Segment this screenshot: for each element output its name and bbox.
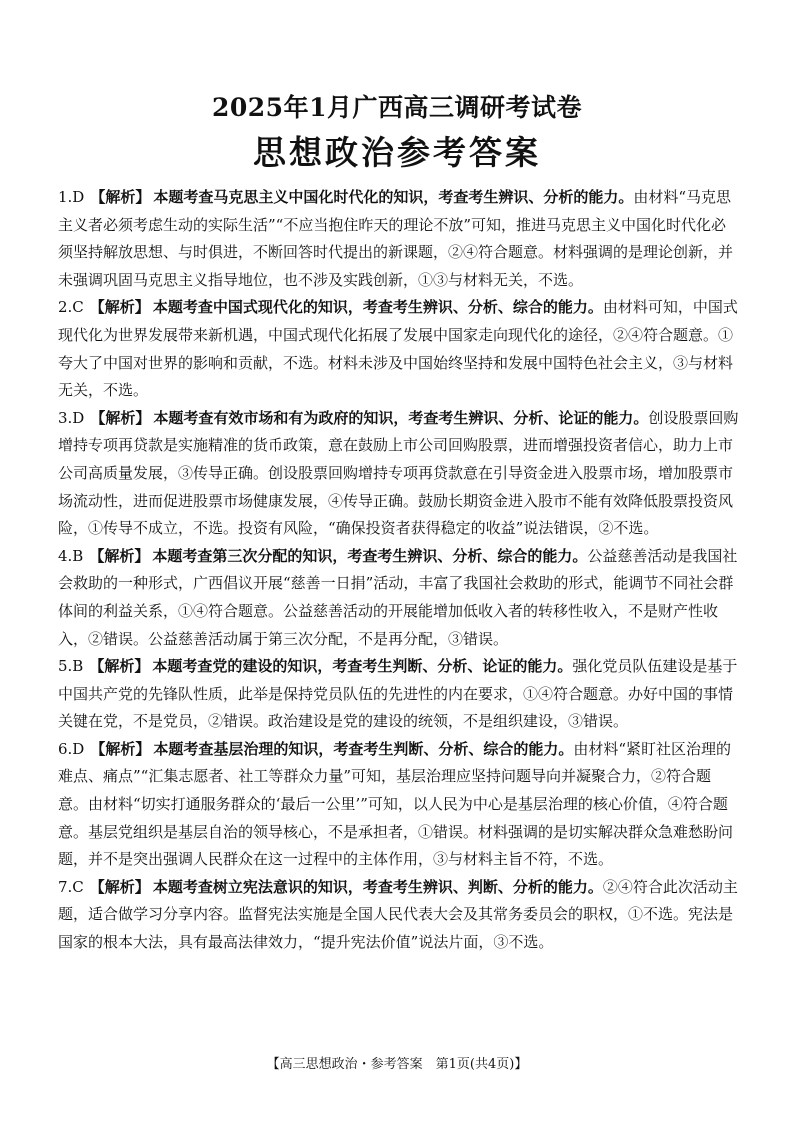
answer-item-1 xyxy=(58,184,740,294)
analysis-tag: 【解析】 xyxy=(89,298,150,317)
answer-number: 3.D xyxy=(58,408,85,427)
answer-lead: 本题考查第三次分配的知识，考查考生辨识、分析、综合的能力。 xyxy=(152,546,588,565)
answer-key-title: 思想政治参考答案 xyxy=(253,133,541,172)
answer-body: 公益慈善活动是我国社会救助的一种形式，广西倡议开展“慈善一日捐”活动，丰富了我国社会救助的形式，能调节不同社会群体间的利益关系，①④符合题意。公益慈善活动的开展能增加低收入者的转移性收入，不是财产性收入，②错误。公益慈善活动属于第三次分配，不是再分配，③错误。 xyxy=(58,546,738,648)
answer-lead: 本题考查中国式现代化的知识，考查考生辨识、分析、综合的能力。 xyxy=(152,298,603,317)
answer-number: 7.C xyxy=(58,877,84,896)
answer-body: 由材料可知，中国式现代化为世界发展带来新机遇，中国式现代化拓展了发展中国家走向现代化的途径，②④符合题意。①夸大了中国对世界的影响和贡献，不选。材料未涉及中国始终坚持和发展中国特色社会主义，③与材料无关，不选。 xyxy=(58,298,738,400)
answer-body: ②④符合此次活动主题，适合做学习分享内容。监督宪法实施是全国人民代表大会及其常务委员会的职权，①不选。宪法是国家的根本大法，具有最高法律效力，“提升宪法价值”说法片面，③不选。 xyxy=(58,877,738,952)
answer-item-6 xyxy=(58,736,740,874)
analysis-tag: 【解析】 xyxy=(89,657,150,676)
answer-lead: 本题考查基层治理的知识，考查考生判断、分析、综合的能力。 xyxy=(153,739,574,758)
analysis-tag: 【解析】 xyxy=(89,877,150,896)
analysis-tag: 【解析】 xyxy=(90,188,151,206)
answer-number: 5.B xyxy=(58,657,84,676)
analysis-tag: 【解析】 xyxy=(90,408,151,427)
analysis-tag: 【解析】 xyxy=(90,739,151,758)
answer-body: 强化党员队伍建设是基于中国共产党的先锋队性质，此举是保持党员队伍的先进性的内在要求，①④符合题意。办好中国的事情关键在党，不是党员，②错误。政治建设是党的建设的统领，不是组织建设，③错误。 xyxy=(58,657,738,731)
answer-body: 创设股票回购增持专项再贷款是实施精准的货币政策，意在鼓励上市公司回购股票，进而增强投资者信心，助力上市公司高质量发展，③传导正确。创设股票回购增持专项再贷款意在引导资金进入股票市场，增加股票市场流动性，进而促进股票市场健康发展，④传导正确。鼓励长期资金进入股市不能有效降低股票投资风险，①传导不成立，不选。投资有风险，“确保投资者获得稳定的收益”说法错误，②不选。 xyxy=(58,408,739,538)
answer-item-4 xyxy=(58,543,740,653)
answer-item-3 xyxy=(58,405,740,543)
answer-lead: 本题考查树立宪法意识的知识，考查考生辨识、判断、分析的能力。 xyxy=(152,877,603,896)
answer-number: 6.D xyxy=(58,739,85,758)
answer-lead: 本题考查马克思主义中国化时代化的知识，考查考生辨识、分析的能力。 xyxy=(153,188,634,206)
answer-item-5 xyxy=(58,653,740,736)
answer-body: 由材料“紧盯社区治理的难点、痛点”“汇集志愿者、社工等群众力量”可知，基层治理应坚持问题导向并凝聚合力，②符合题意。由材料“切实打通服务群众的‘最后一公里’”可知，以人民为中心是基层治理的核心价值，④符合题意。基层党组织是基层自治的领导核心，不是承担者，①错误。材料强调的是切实解决群众急难愁盼问题，并不是突出强调人民群众在这一过程中的主体作用，③与材料主旨不符，不选。 xyxy=(58,739,734,869)
answer-item-7 xyxy=(58,874,740,957)
analysis-tag: 【解析】 xyxy=(89,546,150,565)
page-footer: 【高三思想政治・参考答案 第1页(共4页)】 xyxy=(266,1057,528,1072)
answer-number: 4.B xyxy=(58,546,84,565)
answer-body: 由材料“马克思主义者必须考虑生动的实际生活”“不应当抱住昨天的理论不放”可知，推进马克思主义中国化时代化必须坚持解放思想、与时俱进，不断回答时代提出的新课题，②④符合题意。材料强调的是理论创新，并未强调巩固马克思主义指导地位，也不涉及实践创新，①③与材料无关，不选。 xyxy=(58,188,734,289)
answer-number: 1.D xyxy=(58,188,85,206)
answer-list xyxy=(58,184,740,957)
exam-title: 2025年1月广西高三调研考试卷 xyxy=(212,93,582,122)
answer-lead: 本题考查党的建设的知识，考查考生判断、分析、论证的能力。 xyxy=(152,657,573,676)
answer-lead: 本题考查有效市场和有为政府的知识，考查考生辨识、分析、论证的能力。 xyxy=(153,408,649,427)
answer-number: 2.C xyxy=(58,298,84,317)
answer-item-2 xyxy=(58,294,740,404)
